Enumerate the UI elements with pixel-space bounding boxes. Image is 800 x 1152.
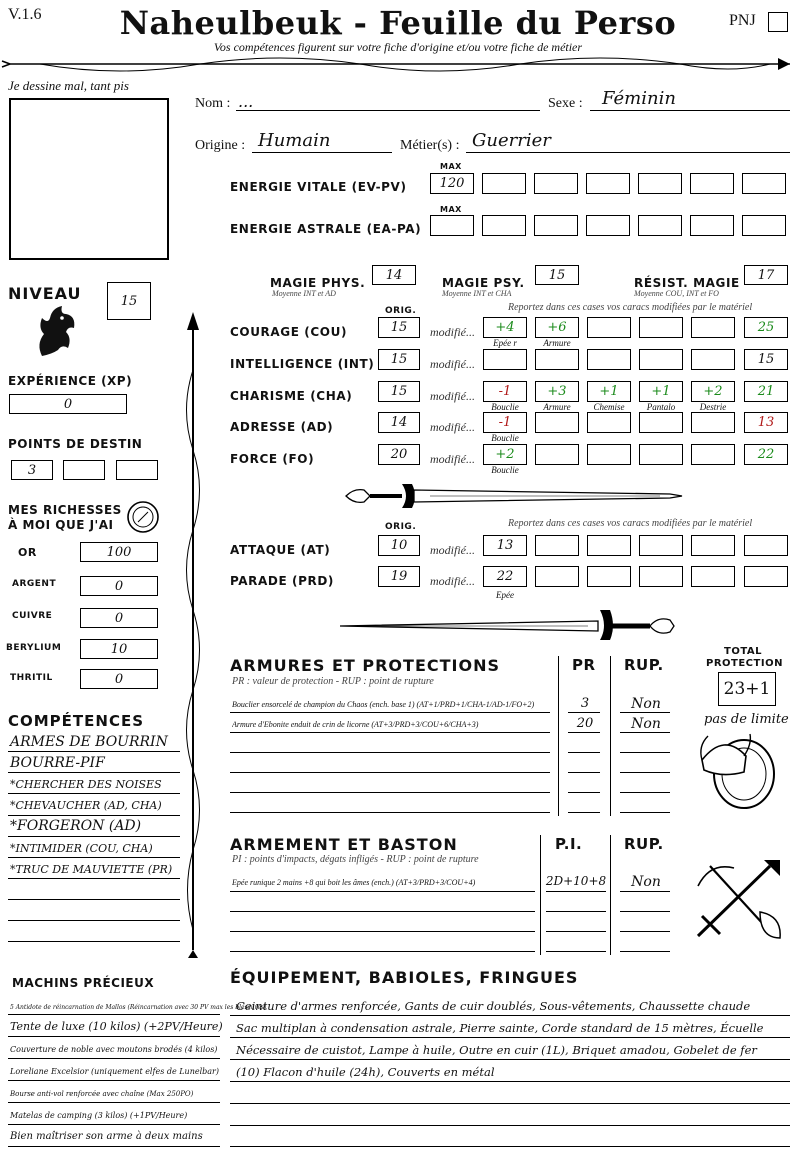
pnj-checkbox[interactable]: [768, 12, 788, 32]
attaque-modifie: modifié...: [430, 543, 475, 557]
equipement-7-line: [230, 1146, 790, 1147]
attaque-mod-3[interactable]: [587, 535, 631, 556]
arme-row-4-rup-line: [620, 951, 670, 952]
courage-mod-1[interactable]: +4: [483, 317, 527, 338]
total-protection-label-2: PROTECTION: [706, 658, 783, 669]
machin-7[interactable]: Bien maîtriser son arme à deux mains: [10, 1131, 203, 1142]
charisme-mod-1[interactable]: -1: [483, 381, 527, 402]
parade-final[interactable]: [744, 566, 788, 587]
intelligence-orig-box[interactable]: 15: [378, 349, 420, 370]
intelligence-final[interactable]: 15: [744, 349, 788, 370]
ev-box-6[interactable]: [690, 173, 734, 194]
helmet-shield-icon: [694, 726, 782, 812]
richesses-label-2: À MOI QUE J'AI: [8, 518, 114, 532]
page-subtitle: Vos compétences figurent sur votre fiche d'origine et/ou votre fiche de métier: [213, 40, 583, 54]
machin-1-line: [8, 1014, 220, 1015]
armures-col-pr: PR: [572, 656, 596, 674]
magie-phys-box[interactable]: 14: [372, 265, 416, 285]
machin-6-line: [8, 1124, 220, 1125]
berylium-label: BERYLIUM: [6, 643, 62, 653]
adresse-mod-1[interactable]: -1: [483, 412, 527, 433]
ea-box-4[interactable]: [586, 215, 630, 236]
competences-title: COMPÉTENCES: [8, 712, 145, 730]
machin-6[interactable]: Matelas de camping (3 kilos) (+1PV/Heure): [10, 1111, 188, 1120]
ea-box-3[interactable]: [534, 215, 578, 236]
attaque-label: ATTAQUE (AT): [230, 543, 331, 557]
parade-orig-box[interactable]: 19: [378, 566, 420, 587]
resist-magie-label: RÉSIST. MAGIE: [634, 276, 740, 290]
charisme-label: CHARISME (CHA): [230, 389, 353, 403]
charisme-mod-5-sub: Destrie: [699, 402, 727, 412]
ev-max-label: MAX: [440, 162, 462, 171]
arme-row-2-line: [230, 911, 535, 912]
portrait-caption: Je dessine mal, tant pis: [8, 78, 129, 93]
destin-label: POINTS DE DESTIN: [8, 437, 143, 451]
parade-mod-1-sub: Epée: [496, 590, 514, 600]
attaque-orig-box[interactable]: 10: [378, 535, 420, 556]
adresse-orig-box[interactable]: 14: [378, 412, 420, 433]
attaque-mod-1[interactable]: 13: [483, 535, 527, 556]
courage-mod-2[interactable]: +6: [535, 317, 579, 338]
magie-psy-label: MAGIE PSY.: [442, 276, 525, 290]
competence-1[interactable]: ARMES DE BOURRIN: [10, 734, 168, 750]
caracs-orig-label: ORIG.: [385, 306, 417, 316]
ea-box-6[interactable]: [690, 215, 734, 236]
armure-row-1-pr[interactable]: 3: [580, 696, 590, 711]
niveau-label: NIVEAU: [8, 284, 82, 303]
parade-mod-2[interactable]: [535, 566, 579, 587]
force-mod-3[interactable]: [587, 444, 631, 465]
intelligence-mod-3[interactable]: [587, 349, 631, 370]
armure-row-1-name[interactable]: Bouclier ensorcelé de champion du Chaos (ench. base 1) (AT+1/PRD+1/CHA-1/AD-1/FO+2): [232, 700, 535, 709]
armure-row-4-line: [230, 772, 550, 773]
armures-subtitle: PR : valeur de protection - RUP : point de rupture: [232, 676, 434, 687]
parade-mod-3[interactable]: [587, 566, 631, 587]
header-spear-ornament: [0, 50, 800, 80]
armures-col-rup: RUP.: [624, 656, 664, 674]
arme-row-4-pi-line: [546, 951, 606, 952]
argent-label: ARGENT: [12, 579, 57, 589]
sexe-underline: [590, 110, 790, 111]
charisme-mod-2-sub: Armure: [543, 402, 571, 412]
armure-row-1-rup[interactable]: Non: [631, 696, 661, 712]
nom-value[interactable]: ...: [238, 92, 254, 111]
cuivre-label: CUIVRE: [12, 611, 53, 621]
machin-3[interactable]: Couverture de noble avec moutons brodés (4 kilos): [10, 1045, 218, 1054]
competence-3[interactable]: *CHERCHER DES NOISES: [10, 778, 162, 791]
nom-underline: [236, 110, 540, 111]
armure-row-1-line: [230, 712, 550, 713]
ea-max-box[interactable]: [430, 215, 474, 236]
machin-3-line: [8, 1058, 220, 1059]
resist-magie-box[interactable]: 17: [744, 265, 788, 285]
adresse-mod-4[interactable]: [639, 412, 683, 433]
armures-col-sep-2: [610, 656, 611, 816]
thritil-box[interactable]: 0: [80, 669, 158, 689]
ev-box-4[interactable]: [586, 173, 630, 194]
magie-psy-box[interactable]: 15: [535, 265, 579, 285]
xp-label: EXPÉRIENCE (XP): [8, 374, 133, 388]
armement-subtitle: PI : points d'impacts, dégats infligés - RUP : point de rupture: [232, 854, 479, 865]
adresse-mod-1-sub: Bouclie: [491, 433, 519, 443]
intelligence-mod-2[interactable]: [535, 349, 579, 370]
origine-value[interactable]: Humain: [258, 130, 331, 151]
arme-row-3-line: [230, 931, 535, 932]
armement-col-sep-2: [610, 835, 611, 955]
charisme-mod-5[interactable]: +2: [691, 381, 735, 402]
machin-5[interactable]: Bourse anti-vol renforcée avec chaîne (Max 250PO): [10, 1090, 194, 1098]
armure-row-3-pr-line: [568, 752, 600, 753]
sexe-label: Sexe :: [548, 96, 583, 111]
arme-row-4-line: [230, 951, 535, 952]
courage-orig-box[interactable]: 15: [378, 317, 420, 338]
competence-6[interactable]: *INTIMIDER (COU, CHA): [10, 842, 153, 855]
armures-title: ARMURES ET PROTECTIONS: [230, 656, 500, 675]
intelligence-label: INTELLIGENCE (INT): [230, 357, 375, 371]
equipement-6-line: [230, 1125, 790, 1126]
competence-7-line: [8, 878, 180, 879]
total-protection-label-1: TOTAL: [724, 646, 762, 657]
force-mod-5[interactable]: [691, 444, 735, 465]
arme-row-3-pi-line: [546, 931, 606, 932]
metier-value[interactable]: Guerrier: [472, 130, 551, 151]
version-label: V.1.6: [8, 6, 42, 23]
competence-9-line: [8, 920, 180, 921]
or-box[interactable]: 100: [80, 542, 158, 562]
armement-title: ARMEMENT ET BASTON: [230, 835, 458, 854]
armement-col-pi: P.I.: [555, 835, 583, 853]
force-modifie: modifié...: [430, 452, 475, 466]
competence-5-line: [8, 836, 180, 837]
parade-mod-4[interactable]: [639, 566, 683, 587]
armure-row-2-pr[interactable]: 20: [576, 716, 594, 731]
magie-psy-sub: Moyenne INT et CHA: [442, 289, 512, 298]
attaque-mod-5[interactable]: [691, 535, 735, 556]
nom-label: Nom :: [195, 96, 231, 111]
origine-label: Origine :: [195, 138, 246, 153]
armure-row-3-line: [230, 752, 550, 753]
xp-box[interactable]: 0: [9, 394, 127, 414]
argent-box[interactable]: 0: [80, 576, 158, 596]
magie-phys-sub: Moyenne INT et AD: [272, 289, 336, 298]
adresse-mod-3[interactable]: [587, 412, 631, 433]
force-mod-1[interactable]: +2: [483, 444, 527, 465]
resist-magie-sub: Moyenne COU, INT et FO: [634, 289, 719, 298]
intelligence-mod-5[interactable]: [691, 349, 735, 370]
machin-5-line: [8, 1102, 220, 1103]
weapons-icon: [690, 856, 786, 946]
competence-1-line: [8, 751, 180, 752]
destin-box-2[interactable]: [63, 460, 105, 480]
armure-row-2-rup-line: [620, 732, 670, 733]
destin-box-1[interactable]: 3: [11, 460, 53, 480]
adresse-mod-5[interactable]: [691, 412, 735, 433]
competence-3-line: [8, 793, 180, 794]
adresse-final[interactable]: 13: [744, 412, 788, 433]
equipement-2-line: [230, 1037, 790, 1038]
attaque-mod-4[interactable]: [639, 535, 683, 556]
parade-modifie: modifié...: [430, 574, 475, 588]
machin-4[interactable]: Loreliane Excelsior (uniquement elfes de Lunelbar): [10, 1067, 219, 1076]
adresse-mod-2[interactable]: [535, 412, 579, 433]
pas-de-limite: pas de limite: [704, 712, 789, 727]
armure-row-2-line: [230, 732, 550, 733]
arme-row-1-rup[interactable]: Non: [631, 874, 661, 890]
intelligence-modifie: modifié...: [430, 357, 475, 371]
armement-col-sep-1: [540, 835, 541, 955]
equipement-4[interactable]: (10) Flacon d'huile (24h), Couverts en métal: [236, 1065, 495, 1079]
arme-row-1-pi-line: [546, 891, 606, 892]
parade-mod-5[interactable]: [691, 566, 735, 587]
total-protection-box[interactable]: 23+1: [718, 672, 776, 706]
competence-4-line: [8, 815, 180, 816]
combat-note: Reportez dans ces cases vos caracs modifiées par le matériel: [508, 518, 753, 529]
armure-row-4-pr-line: [568, 772, 600, 773]
armure-row-5-line: [230, 792, 550, 793]
competence-10-line: [8, 941, 180, 942]
force-orig-box[interactable]: 20: [378, 444, 420, 465]
charisme-mod-2[interactable]: +3: [535, 381, 579, 402]
portrait-box[interactable]: [9, 98, 169, 260]
origine-underline: [252, 152, 392, 153]
intelligence-mod-4[interactable]: [639, 349, 683, 370]
force-mod-1-sub: Bouclie: [491, 465, 519, 475]
ea-label: ENERGIE ASTRALE (EA-PA): [230, 222, 422, 236]
force-mod-4[interactable]: [639, 444, 683, 465]
magie-phys-label: MAGIE PHYS.: [270, 276, 366, 290]
charisme-mod-3-sub: Chemise: [593, 402, 625, 412]
competence-7[interactable]: *TRUC DE MAUVIETTE (PR): [10, 863, 173, 876]
charisme-modifie: modifié...: [430, 389, 475, 403]
equipement-2[interactable]: Sac multiplan à condensation astrale, Pierre sainte, Corde standard de 15 mètres, Écuelle: [236, 1021, 764, 1035]
ev-max-box[interactable]: 120: [430, 173, 474, 194]
attaque-final[interactable]: [744, 535, 788, 556]
armure-row-5-pr-line: [568, 792, 600, 793]
adresse-label: ADRESSE (AD): [230, 420, 334, 434]
competence-5[interactable]: *FORGERON (AD): [10, 818, 142, 834]
charisme-mod-4[interactable]: +1: [639, 381, 683, 402]
charisme-mod-1-sub: Bouclie: [491, 402, 519, 412]
courage-mod-2-sub: Armure: [543, 338, 571, 348]
arme-row-3-rup-line: [620, 931, 670, 932]
armure-row-2-name[interactable]: Armure d'Ebonite enduit de crin de licorne (AT+3/PRD+3/COU+6/CHA+3): [232, 720, 479, 729]
armure-row-6-line: [230, 812, 550, 813]
machin-2-line: [8, 1036, 220, 1037]
or-label: OR: [18, 546, 37, 559]
machin-2[interactable]: Tente de luxe (10 kilos) (+2PV/Heure): [10, 1020, 223, 1033]
ev-box-5[interactable]: [638, 173, 682, 194]
courage-mod-1-sub: Epée r: [493, 338, 517, 348]
parade-mod-1[interactable]: 22: [483, 566, 527, 587]
armure-row-4-rup-line: [620, 772, 670, 773]
competence-4[interactable]: *CHEVAUCHER (AD, CHA): [10, 799, 162, 812]
courage-label: COURAGE (COU): [230, 325, 348, 339]
page-title: Naheulbeuk - Feuille du Perso: [119, 4, 677, 42]
arme-row-1-rup-line: [620, 891, 670, 892]
courage-final[interactable]: 25: [744, 317, 788, 338]
machin-4-line: [8, 1080, 220, 1081]
arme-row-2-pi-line: [546, 911, 606, 912]
thritil-label: THRITIL: [10, 673, 53, 683]
ev-box-2[interactable]: [482, 173, 526, 194]
competence-6-line: [8, 857, 180, 858]
equipement-title: ÉQUIPEMENT, BABIOLES, FRINGUES: [230, 968, 579, 987]
ea-box-7[interactable]: [742, 215, 786, 236]
armures-col-sep-1: [558, 656, 559, 816]
parade-label: PARADE (PRD): [230, 574, 335, 588]
dragon-icon: [32, 304, 78, 358]
attaque-mod-2[interactable]: [535, 535, 579, 556]
armure-row-2-rup[interactable]: Non: [631, 716, 661, 732]
force-label: FORCE (FO): [230, 452, 315, 466]
machins-title: MACHINS PRÉCIEUX: [12, 976, 155, 990]
ea-box-5[interactable]: [638, 215, 682, 236]
equipement-1[interactable]: Ceinture d'armes renforcée, Gants de cuir doublés, Sous-vêtements, Chaussette chaude: [236, 999, 751, 1013]
sword-illustration-1: [340, 478, 685, 514]
armement-col-rup: RUP.: [624, 835, 664, 853]
competence-2-line: [8, 772, 180, 773]
equipement-1-line: [230, 1015, 790, 1016]
armure-row-5-rup-line: [620, 792, 670, 793]
courage-modifie: modifié...: [430, 325, 475, 339]
arme-row-1-line: [230, 891, 535, 892]
armure-row-6-rup-line: [620, 812, 670, 813]
equipement-5-line: [230, 1103, 790, 1104]
armure-row-6-pr-line: [568, 812, 600, 813]
coin-icon: [126, 500, 160, 534]
arme-row-1-pi[interactable]: 2D+10+8: [545, 874, 607, 888]
sexe-value[interactable]: Féminin: [602, 88, 676, 109]
arme-row-2-rup-line: [620, 911, 670, 912]
charisme-final[interactable]: 21: [744, 381, 788, 402]
niveau-box[interactable]: 15: [107, 282, 151, 320]
destin-box-3[interactable]: [116, 460, 158, 480]
force-final[interactable]: 22: [744, 444, 788, 465]
equipement-3[interactable]: Nécessaire de cuistot, Lampe à huile, Outre en cuir (1L), Briquet amadou, Gobelet de fer: [236, 1043, 757, 1057]
sword-illustration-2: [338, 606, 678, 642]
equipement-4-line: [230, 1081, 790, 1082]
charisme-mod-4-sub: Pantalo: [646, 402, 676, 412]
courage-mod-5[interactable]: [691, 317, 735, 338]
machin-1[interactable]: 5 Antidote de réincarnation de Mallos (Réincarnation avec 30 PV max les blessures): [10, 1004, 267, 1011]
adresse-modifie: modifié...: [430, 420, 475, 434]
force-mod-2[interactable]: [535, 444, 579, 465]
armure-row-1-pr-line: [568, 712, 600, 713]
charisme-orig-box[interactable]: 15: [378, 381, 420, 402]
caracs-note: Reportez dans ces cases vos caracs modifiées par le matériel: [508, 302, 753, 313]
pnj-label: PNJ: [729, 12, 756, 29]
ev-box-7[interactable]: [742, 173, 786, 194]
ea-max-label: MAX: [440, 205, 462, 214]
competence-2[interactable]: BOURRE-PIF: [10, 755, 105, 771]
armure-row-2-pr-line: [568, 732, 600, 733]
cuivre-box[interactable]: 0: [80, 608, 158, 628]
vertical-spear-ornament: [178, 310, 208, 960]
armure-row-3-rup-line: [620, 752, 670, 753]
metier-underline: [466, 152, 790, 153]
arme-row-1-name[interactable]: Epée runique 2 mains +8 qui boit les âmes (ench.) (AT+3/PRD+3/COU+4): [232, 878, 476, 887]
courage-mod-3[interactable]: [587, 317, 631, 338]
metier-label: Métier(s) :: [400, 138, 460, 153]
courage-mod-4[interactable]: [639, 317, 683, 338]
charisme-mod-3[interactable]: +1: [587, 381, 631, 402]
equipement-3-line: [230, 1059, 790, 1060]
richesses-label-1: MES RICHESSES: [8, 503, 122, 517]
competence-8-line: [8, 899, 180, 900]
ea-box-2[interactable]: [482, 215, 526, 236]
combat-orig-label: ORIG.: [385, 522, 417, 532]
ev-label: ENERGIE VITALE (EV-PV): [230, 180, 407, 194]
ev-box-3[interactable]: [534, 173, 578, 194]
armure-row-1-rup-line: [620, 712, 670, 713]
berylium-box[interactable]: 10: [80, 639, 158, 659]
machin-7-line: [8, 1146, 220, 1147]
intelligence-mod-1[interactable]: [483, 349, 527, 370]
